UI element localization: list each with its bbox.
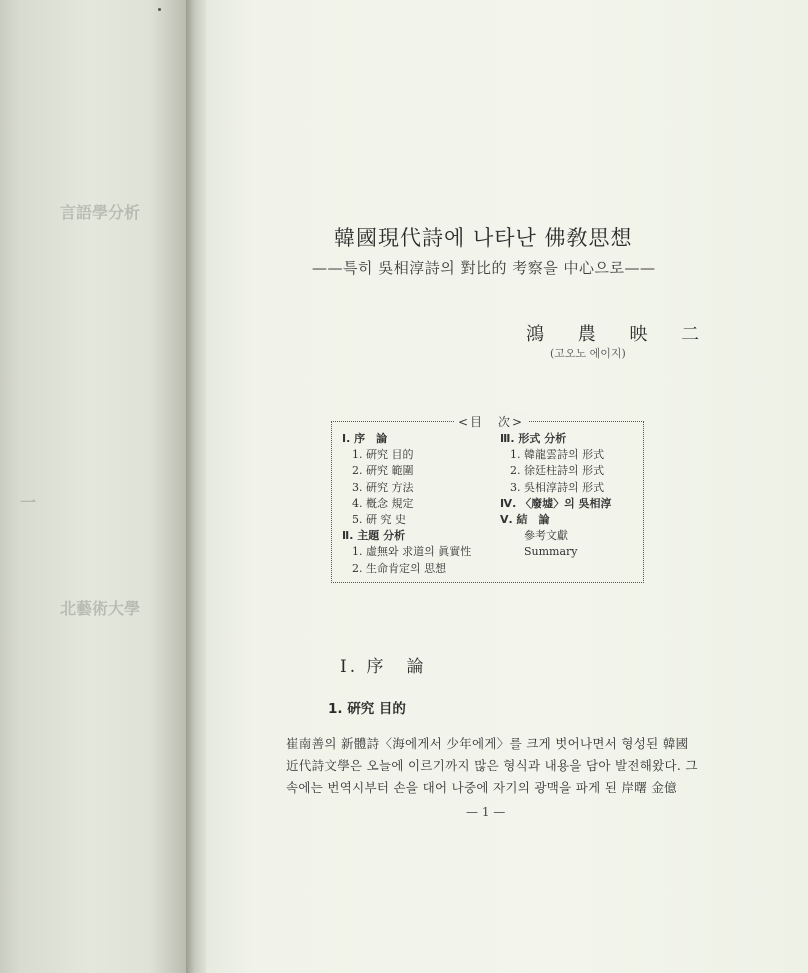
toc-subsection-entry: 4. 槪念 規定 <box>352 496 414 510</box>
toc-right-column <box>500 431 612 561</box>
book-gutter <box>186 0 208 973</box>
toc-subsection-entry: 3. 硏究 方法 <box>352 480 414 494</box>
body-text-line: 近代詩文學은 오늘에 이르기까지 많은 형식과 내용을 담아 발전해왔다. 그 <box>286 758 698 773</box>
toc-subsection-entry: 2. 徐廷柱詩의 形式 <box>510 464 605 478</box>
page-number: — 1 — <box>466 805 506 819</box>
toc-subsection-entry: 3. 吳相淳詩의 形式 <box>510 480 605 494</box>
toc-section-entry: Ⅰ. 序 論 <box>342 432 388 445</box>
author-reading: (고오노 에이지) <box>550 347 626 360</box>
subsection-heading: 1. 硏究 目的 <box>328 701 406 717</box>
toc-subsection-entry: 1. 虛無와 求道의 眞實性 <box>352 545 472 559</box>
toc-section-entry: Ⅳ. 〈廢墟〉의 吳相淳 <box>500 496 612 510</box>
section-heading: Ⅰ. 序 論 <box>340 657 427 677</box>
toc-section-entry: Ⅱ. 主題 分析 <box>342 529 406 543</box>
toc-section-entry: Ⅲ. 形式 分析 <box>500 432 567 445</box>
toc-section-entry: Ⅴ. 結 論 <box>500 513 550 527</box>
body-text-line: 속에는 번역시부터 손을 대어 나중에 자기의 광맥을 파게 된 岸曙 金億 <box>286 780 677 795</box>
left-page-bleed-text: 一 <box>20 493 37 512</box>
article-title: 韓國現代詩에 나타난 佛敎思想 <box>334 226 633 250</box>
article-subtitle: ——특히 吳相淳詩의 對比的 考察을 中心으로—— <box>312 259 656 277</box>
toc-subsection-entry: 5. 硏 究 史 <box>352 513 406 527</box>
left-page-bleed-text: 北藝術大學 <box>60 599 141 618</box>
left-page-bleed-text: 言語學分析 <box>60 203 141 222</box>
body-text-line: 崔南善의 新體詩〈海에게서 少年에게〉를 크게 벗어나면서 형성된 韓國 <box>286 736 689 751</box>
toc-subsection-entry: Summary <box>524 545 578 559</box>
left-page <box>0 0 200 973</box>
toc-subsection-entry: 1. 硏究 目的 <box>352 448 414 462</box>
toc-subsection-entry: 2. 生命肯定의 思想 <box>352 561 447 575</box>
toc-left-column <box>342 431 471 577</box>
toc-subsection-entry: 1. 韓龍雲詩의 形式 <box>510 448 605 462</box>
toc-subsection-entry: 2. 硏究 範圍 <box>352 464 414 478</box>
toc-heading: <目 次> <box>454 413 528 430</box>
toc-subsection-entry: 參考文獻 <box>524 529 568 543</box>
paper-speck <box>158 8 161 11</box>
author-name: 鴻 農 映 二 <box>526 324 714 345</box>
